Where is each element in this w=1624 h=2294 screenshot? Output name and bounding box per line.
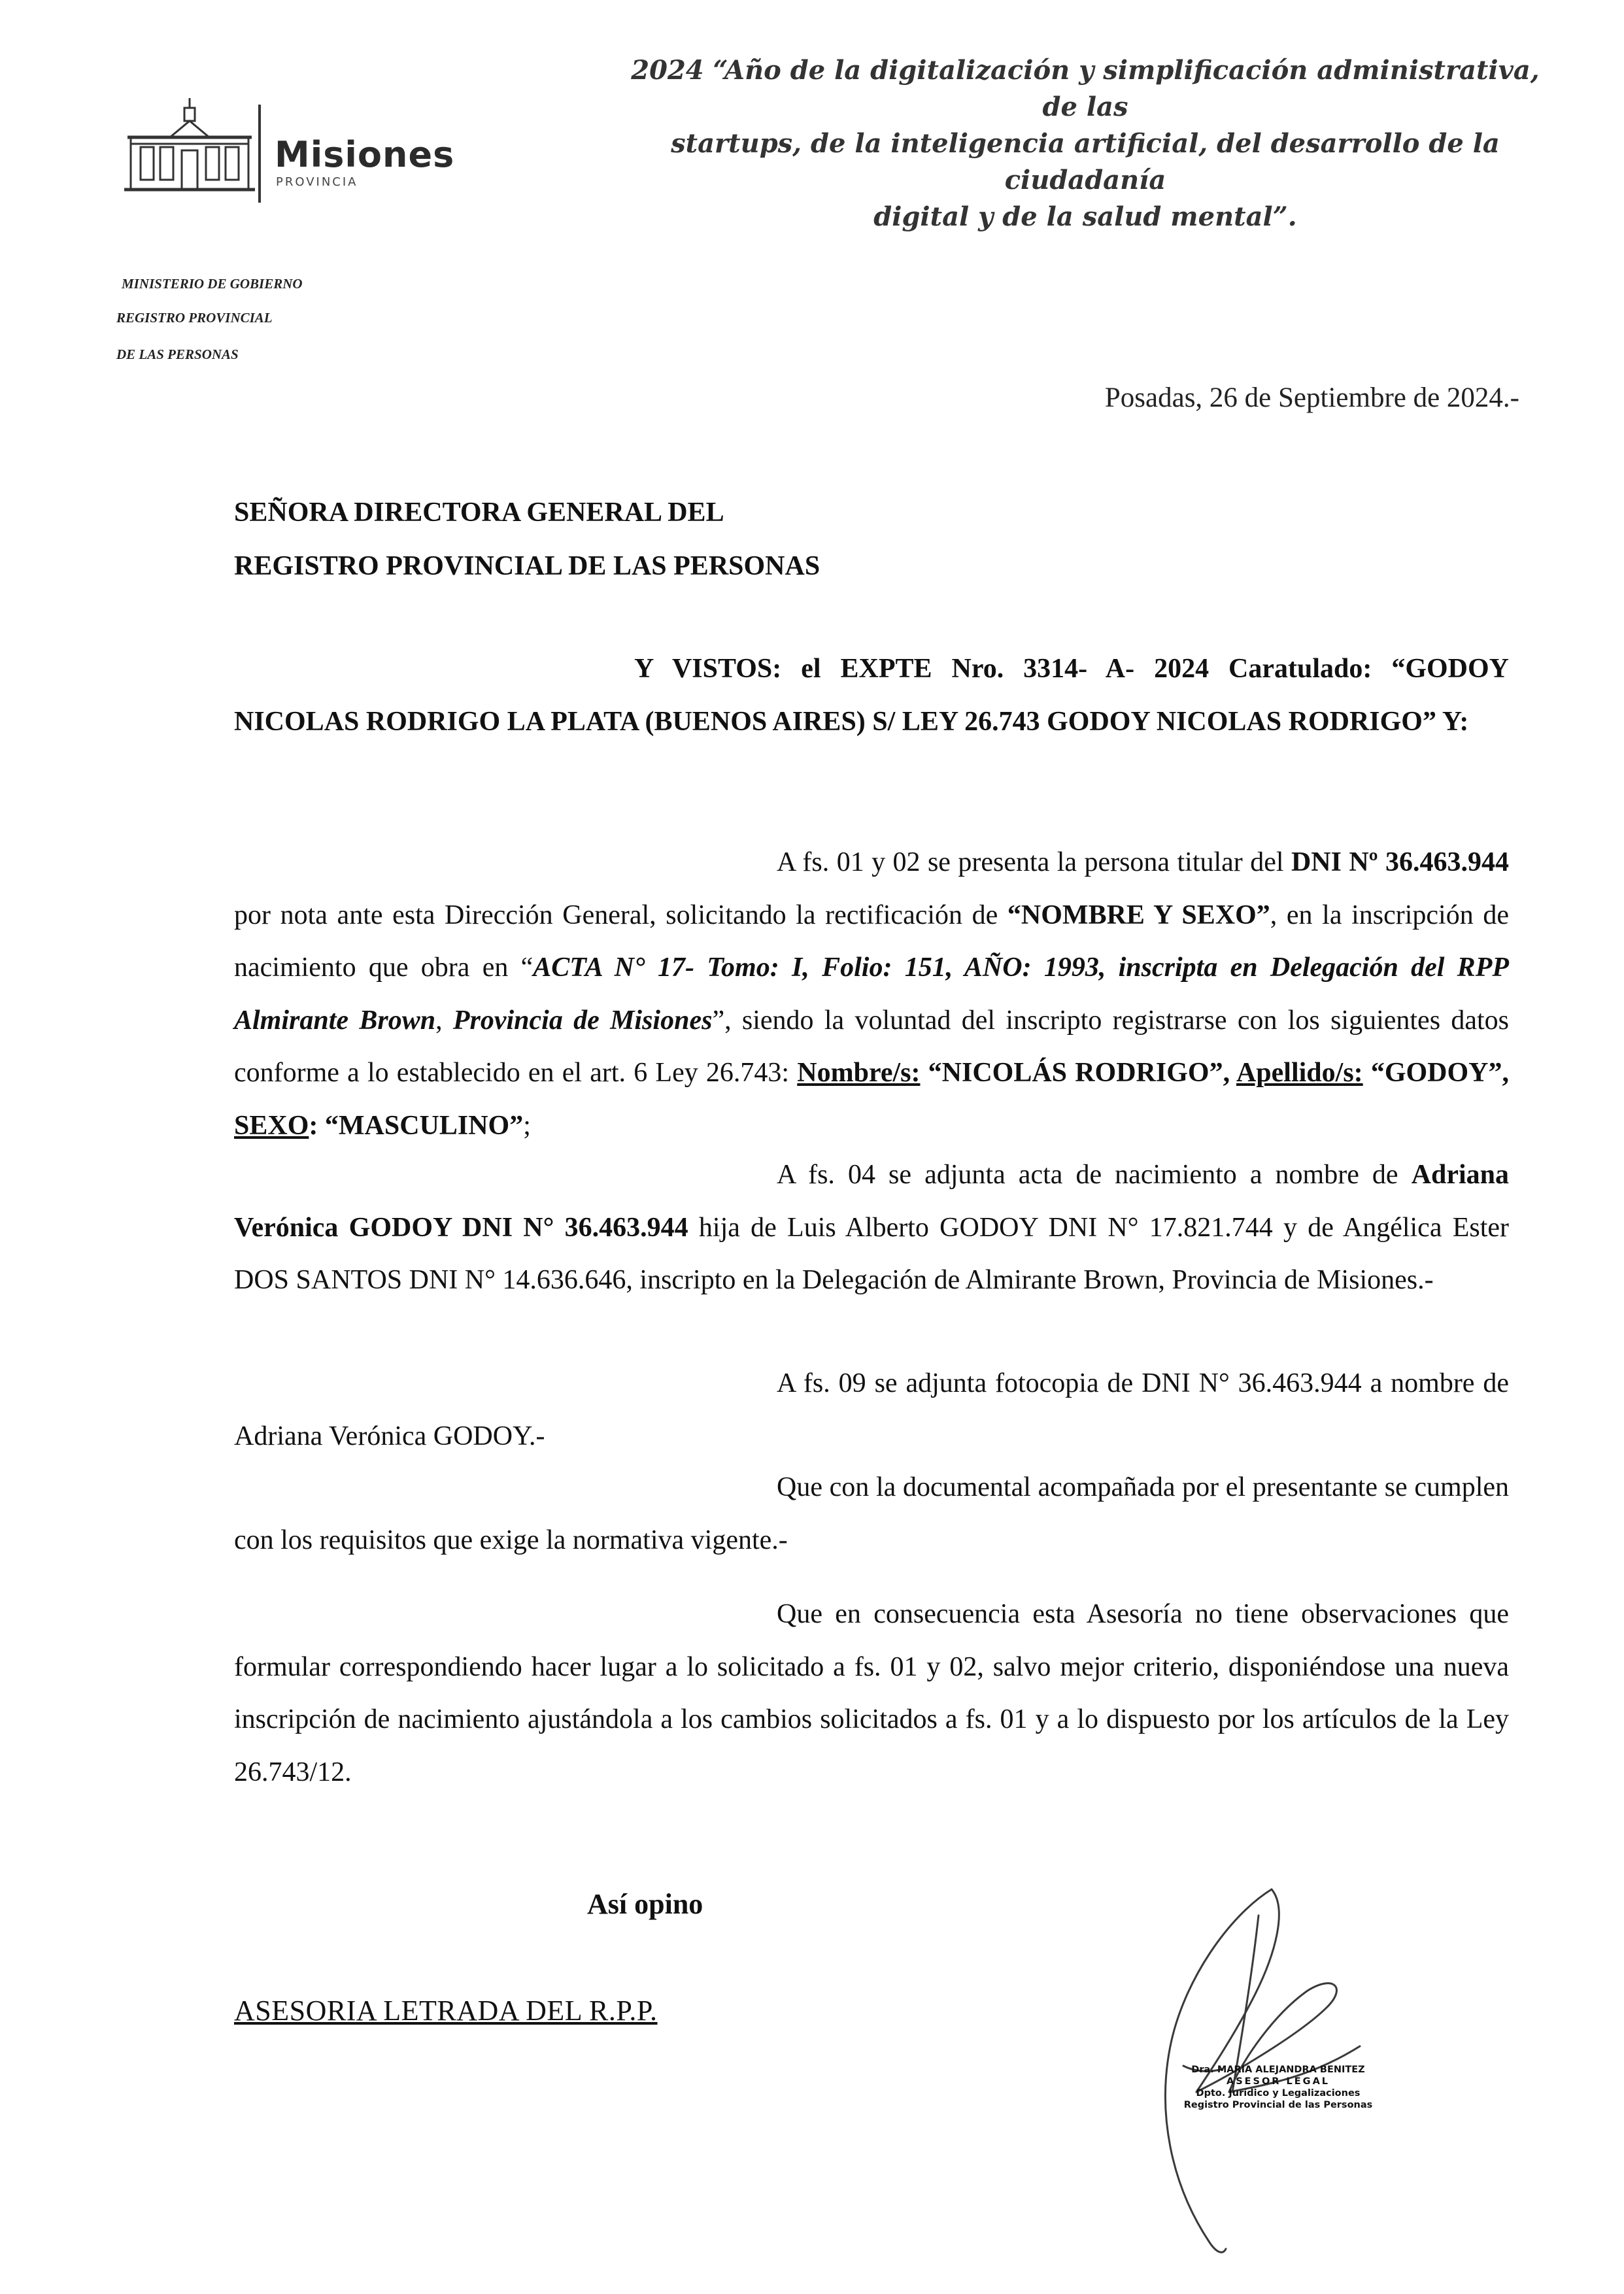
paragraph-dni-copy: [234, 1357, 1509, 1462]
apellido-value: “GODOY”,: [1362, 1058, 1510, 1088]
year-motto: [621, 52, 1549, 235]
request-subject: “NOMBRE Y SEXO”: [1007, 900, 1270, 930]
paragraph-opinion: [234, 1588, 1509, 1798]
text: A fs. 09 se adjunta fotocopia de DNI N° 36.463.944 a nombre de Adriana Verónica GODOY.-: [234, 1368, 1509, 1451]
ministry-line: REGISTRO PROVINCIAL: [116, 310, 273, 326]
addressee-line: SEÑORA DIRECTORA GENERAL DEL: [234, 498, 724, 528]
text: Que con la documental acompañada por el presentante se cumplen con los requisitos que exige la normativa vigente.-: [234, 1472, 1509, 1555]
text: A fs. 04 se adjunta acta de nacimiento a nombre de: [777, 1160, 1412, 1190]
text: , en la inscripción de nacimiento que obra en “: [234, 900, 1509, 983]
nombre-value: “NICOLÁS RODRIGO”,: [920, 1058, 1236, 1088]
ministry-line: DE LAS PERSONAS: [116, 346, 239, 362]
text: A fs. 01 y 02 se presenta la persona titular del: [777, 847, 1291, 877]
stamp-line: Registro Provincial de las Personas: [1183, 2100, 1373, 2110]
sexo-value: : “MASCULINO”: [309, 1110, 524, 1141]
legal-stamp: [1180, 2064, 1376, 2111]
sexo-label: SEXO: [234, 1110, 309, 1141]
province-reference: Provincia de Misiones: [452, 1005, 713, 1036]
document-date: Posadas, 26 de Septiembre de 2024.-: [1104, 382, 1519, 413]
acta-reference: ACTA N° 17- Tomo: I, Folio: 151, AÑO: 1993, inscripta en Delegación del RPP Almirante Brown: [234, 953, 1509, 1036]
birth-name: Adriana Verónica GODOY DNI N° 36.463.944: [234, 1160, 1509, 1243]
motto-line: startups, de la inteligencia artificial, del desarrollo de la ciudadanía: [671, 128, 1500, 195]
stamp-line: Dra. MARIA ALEJANDRA BENITEZ: [1191, 2065, 1365, 2075]
logo-subtitle: PROVINCIA: [276, 175, 358, 189]
nombre-label: Nombre/s:: [797, 1058, 921, 1088]
text: por nota ante esta Dirección General, solicitando la rectificación de: [234, 900, 1007, 930]
paragraph-birth-certificate: [234, 1149, 1509, 1307]
addressee-line: REGISTRO PROVINCIAL DE LAS PERSONAS: [234, 551, 820, 581]
text: ;: [523, 1110, 531, 1141]
text: ,: [435, 1005, 453, 1036]
dni-number: DNI Nº 36.463.944: [1291, 847, 1510, 877]
government-house-icon: [124, 98, 255, 209]
paragraph-request: [234, 836, 1509, 1152]
misiones-logo: [124, 98, 464, 209]
vistos-text: Y VISTOS: el EXPTE Nro. 3314- A- 2024 Caratulado: “GODOY NICOLAS RODRIGO LA PLATA (BUENOS AIRES) S/ LEY 26.743 GODOY NICOLAS RODRIGO” Y:: [234, 654, 1509, 737]
motto-line: 2024 “Año de la digitalización y simplificación administrativa, de las: [631, 55, 1540, 122]
stamp-line: ASESOR LEGAL: [1226, 2076, 1330, 2087]
stamp-line: Dpto. Jurídico y Legalizaciones: [1196, 2088, 1361, 2099]
vistos-paragraph: [234, 643, 1509, 748]
signer-office: ASESORIA LETRADA DEL R.P.P.: [234, 1995, 658, 2027]
logo-name: Misiones: [275, 134, 455, 175]
apellido-label: Apellido/s:: [1236, 1058, 1363, 1088]
text: Que en consecuencia esta Asesoría no tiene observaciones que formular correspondiendo hacer lugar a lo solicitado a fs. 01 y 02, salvo mejor criterio, disponiéndose una nueva inscripción de nacimiento ajustándola a los cambios solicitados a fs. 01 y a lo dispuesto por los artículos de la Ley 26.743/12.: [234, 1599, 1509, 1787]
text: hija de Luis Alberto GODOY DNI N° 17.821.744 y de Angélica Ester DOS SANTOS DNI N° 14.636.646, inscripto en la Delegación de Almirante Brown, Provincia de Misiones.-: [234, 1212, 1510, 1295]
text: ”, siendo la voluntad del inscripto registrarse con los siguientes datos conforme a lo establecido en el art. 6 Ley 26.743:: [234, 1005, 1509, 1088]
ministry-line: MINISTERIO DE GOBIERNO: [122, 276, 303, 292]
motto-line: digital y de la salud mental”.: [873, 201, 1297, 232]
closing-text: Así opino: [587, 1888, 703, 1920]
paragraph-requirements: [234, 1461, 1509, 1566]
